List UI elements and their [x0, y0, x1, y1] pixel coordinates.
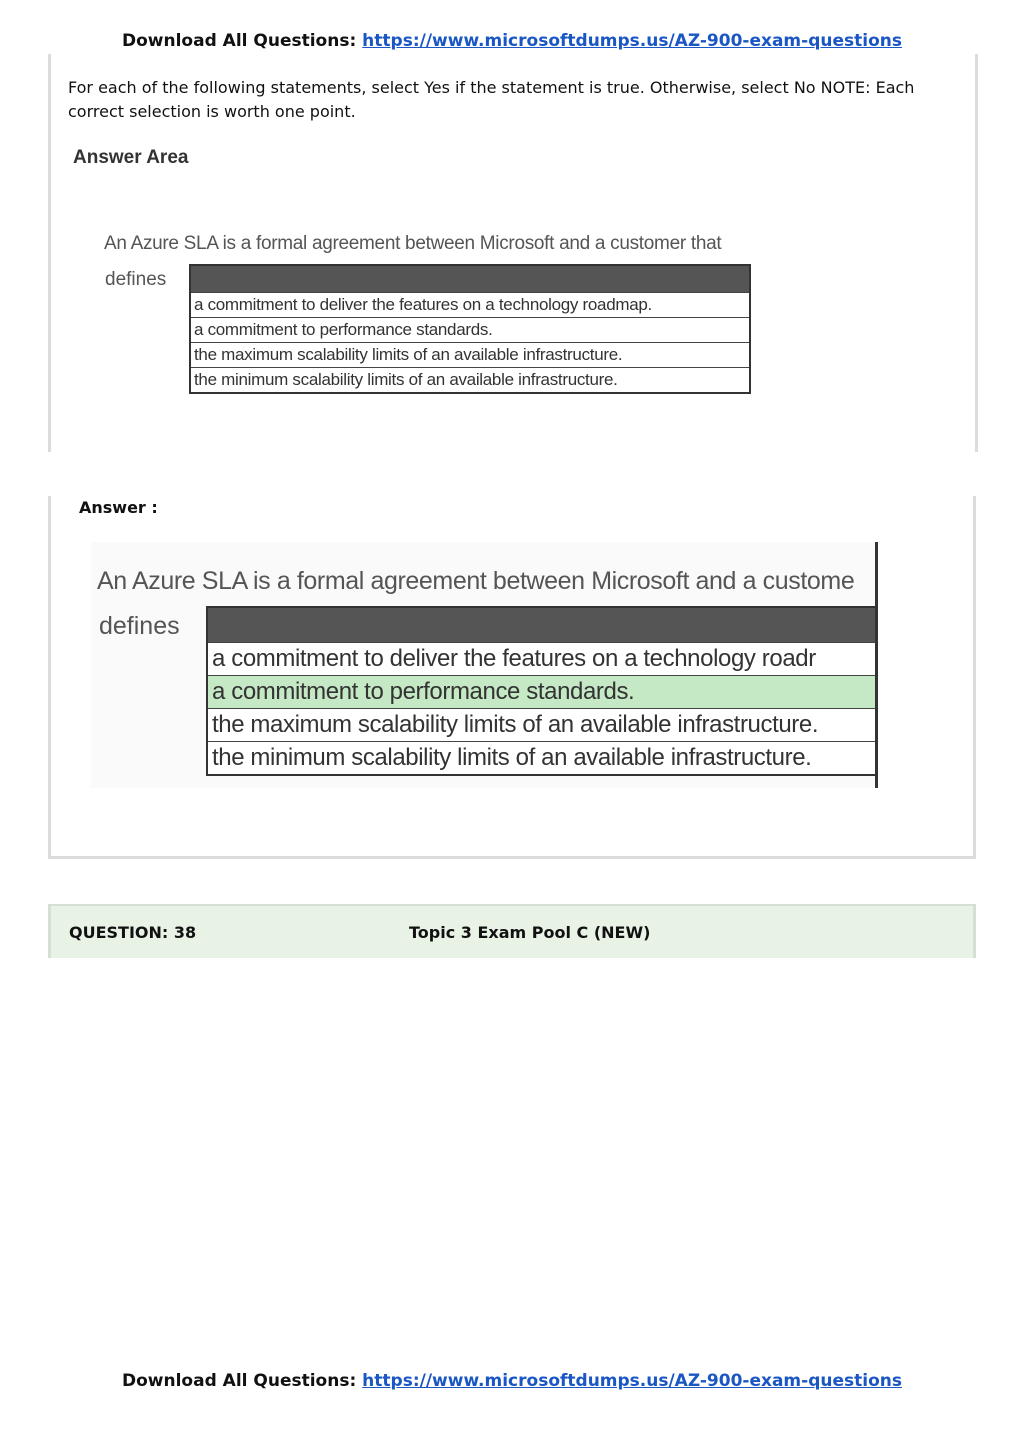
download-label: Download All Questions: [122, 1371, 363, 1391]
answer-option-correct: a commitment to performance standards. [208, 675, 878, 708]
download-link[interactable]: https://www.microsoftdumps.us/AZ-900-exam-questions [362, 1371, 902, 1391]
dropdown-option[interactable]: a commitment to deliver the features on a technology roadmap. [191, 292, 749, 317]
answer-label: Answer : [79, 498, 158, 517]
answer-option: a commitment to deliver the features on a technology roadr [208, 642, 878, 675]
answer-dropdown-header [208, 608, 878, 642]
question-statement: An Azure SLA is a formal agreement between Microsoft and a customer that [104, 233, 722, 254]
dropdown-option[interactable]: a commitment to performance standards. [191, 317, 749, 342]
answer-option: the maximum scalability limits of an available infrastructure. [208, 708, 878, 741]
download-header [0, 31, 1024, 51]
answer-option: the minimum scalability limits of an available infrastructure. [208, 741, 878, 774]
answer-panel [48, 496, 976, 859]
answer-statement: An Azure SLA is a formal agreement between Microsoft and a custome [97, 567, 855, 595]
question-panel [48, 54, 978, 452]
download-label: Download All Questions: [122, 31, 363, 51]
answer-image [91, 542, 878, 788]
answer-defines-label: defines [99, 612, 180, 640]
download-footer [0, 1371, 1024, 1391]
question-defines-label: defines [105, 269, 167, 290]
question-dropdown[interactable] [189, 264, 751, 394]
question-topic: Topic 3 Exam Pool C (NEW) [409, 923, 651, 942]
download-link[interactable]: https://www.microsoftdumps.us/AZ-900-exam-questions [362, 31, 902, 51]
answer-dropdown [206, 606, 878, 776]
dropdown-header[interactable] [191, 266, 749, 292]
dropdown-option[interactable]: the maximum scalability limits of an available infrastructure. [191, 342, 749, 367]
answer-area-title: Answer Area [73, 147, 189, 168]
question-instructions: For each of the following statements, select Yes if the statement is true. Otherwise, select No NOTE: Each correct selection is worth one point. [68, 78, 915, 121]
next-question-bar [48, 904, 976, 958]
question-number: QUESTION: 38 [69, 923, 197, 942]
dropdown-option[interactable]: the minimum scalability limits of an available infrastructure. [191, 367, 749, 392]
